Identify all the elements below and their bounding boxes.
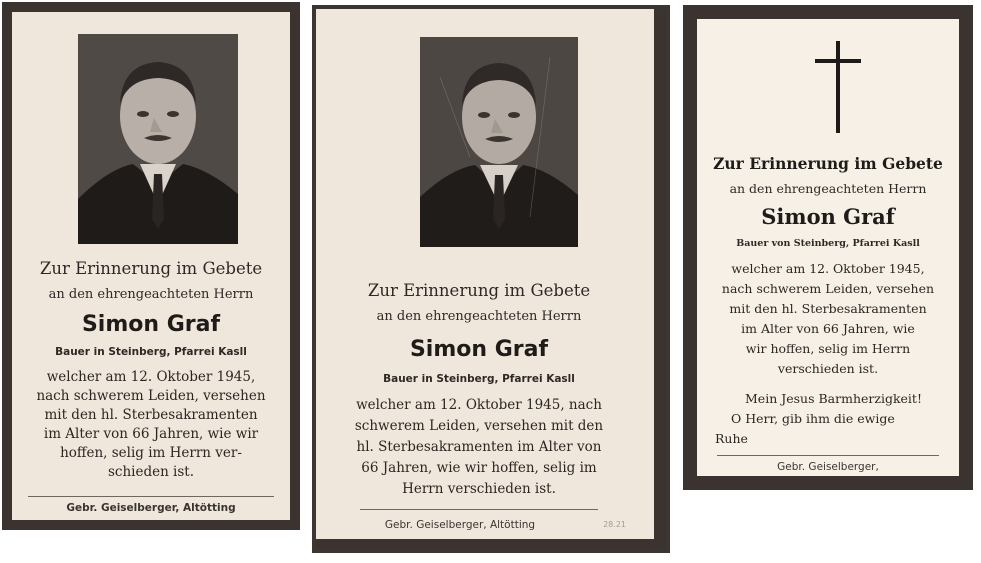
memorial-card-1 bbox=[2, 2, 300, 530]
latin-cross-icon bbox=[815, 41, 861, 133]
deceased-name: Simon Graf bbox=[409, 337, 549, 362]
obituary-text bbox=[703, 259, 953, 379]
obituary-line: hl. Sterbesakramenten im Alter von bbox=[356, 439, 602, 455]
obituary-line: mit den hl. Sterbesakramenten bbox=[729, 301, 927, 316]
obituary-line: welcher am 12. Oktober 1945, bbox=[46, 369, 256, 385]
obituary-text bbox=[324, 395, 634, 500]
deceased-name: Simon Graf bbox=[761, 204, 895, 229]
obituary-line: welcher am 12. Oktober 1945, bbox=[731, 261, 925, 276]
obituary-line: wir hoffen, selig im Herrn bbox=[745, 341, 911, 356]
obituary-line: schwerem Leiden, versehen mit den bbox=[354, 418, 604, 434]
obituary-line: 66 Jahren, wie wir hoffen, selig im bbox=[361, 460, 597, 476]
printer-credit: Gebr. Geiselberger, Altötting bbox=[66, 502, 236, 514]
obituary-text bbox=[22, 368, 280, 482]
heading: Zur Erinnerung im Gebete bbox=[367, 281, 591, 300]
occupation: Bauer in Steinberg, Pfarrei Kasll bbox=[383, 373, 575, 385]
prayer-line: O Herr, gib ihm die ewige bbox=[731, 411, 895, 426]
obituary-line: nach schwerem Leiden, versehen bbox=[36, 388, 266, 404]
printer-credit: Gebr. Geiselberger, Altötting bbox=[384, 519, 536, 531]
prayer-line: Ruhe bbox=[715, 431, 748, 446]
obituary-line: im Alter von 66 Jahren, wie bbox=[741, 321, 915, 336]
prayer-text bbox=[715, 389, 949, 449]
deceased-name: Simon Graf bbox=[81, 312, 221, 337]
heading: Zur Erinnerung im Gebete bbox=[713, 154, 943, 173]
portrait-photo bbox=[420, 37, 578, 247]
heading: Zur Erinnerung im Gebete bbox=[39, 259, 263, 278]
obituary-line: hoffen, selig im Herrn ver- bbox=[60, 445, 242, 461]
obituary-line: verschieden ist. bbox=[777, 361, 879, 376]
subheading: an den ehrengeachteten Herrn bbox=[729, 181, 927, 196]
divider bbox=[28, 496, 274, 497]
obituary-line: mit den hl. Sterbesakramenten bbox=[44, 407, 258, 423]
subheading: an den ehrengeachteten Herrn bbox=[48, 287, 254, 302]
obituary-line: Herrn verschieden ist. bbox=[402, 481, 556, 497]
divider bbox=[717, 455, 939, 456]
portrait-photo bbox=[78, 34, 238, 244]
printer-credit: Gebr. Geiselberger, bbox=[777, 461, 879, 473]
divider bbox=[360, 509, 598, 510]
memorial-card-3 bbox=[683, 5, 973, 490]
subheading: an den ehrengeachteten Herrn bbox=[376, 309, 582, 324]
occupation: Bauer in Steinberg, Pfarrei Kasll bbox=[55, 346, 247, 358]
prayer-line: Mein Jesus Barmherzigkeit! bbox=[745, 391, 922, 406]
obituary-line: welcher am 12. Oktober 1945, nach bbox=[356, 397, 602, 413]
print-code: 28.21 bbox=[603, 520, 626, 529]
obituary-line: schieden ist. bbox=[107, 464, 195, 480]
memorial-card-2 bbox=[312, 5, 670, 553]
obituary-line: nach schwerem Leiden, versehen bbox=[721, 281, 935, 296]
obituary-line: im Alter von 66 Jahren, wie wir bbox=[43, 426, 259, 442]
occupation: Bauer von Steinberg, Pfarrei Kasll bbox=[736, 238, 920, 249]
